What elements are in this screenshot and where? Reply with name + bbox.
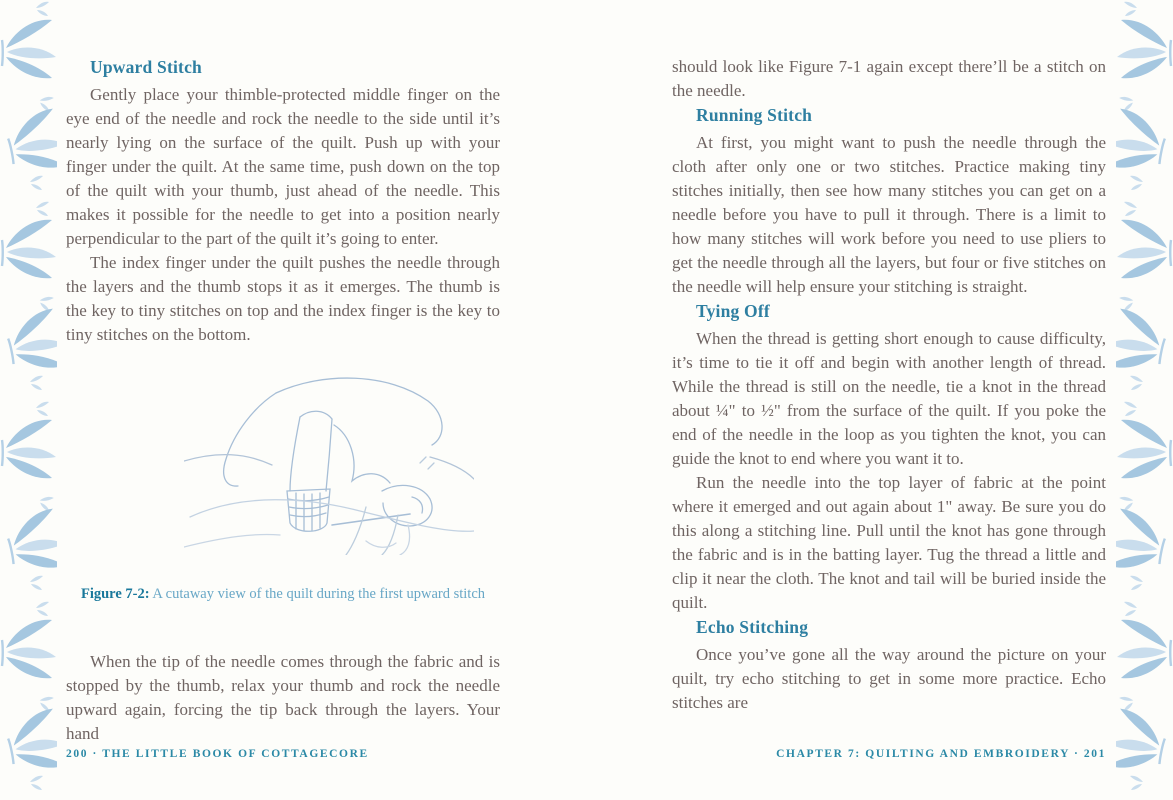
figure-caption-text: A cutaway view of the quilt during the first upward stitch [152,586,486,602]
page-footer-right: CHAPTER 7: QUILTING AND EMBROIDERY · 201 [776,748,1106,760]
section-heading-echo-stitching: Echo Stitching [696,617,809,637]
body-paragraph: Gently place your thimble-protected middle finger on the eye end of the needle and rock the needle to the side until it’s nearly lying on the surface of the quilt. Push up with your finger under the quilt. At the same time, push down on the top of the quilt with your thumb, just ahead of the needle. This makes it possible for the needle to get into a position nearly perpendicular to the part of the quilt it’s going to enter. [66,85,500,248]
section-heading-running-stitch: Running Stitch [696,105,813,125]
body-paragraph: Run the needle into the top layer of fabric at the point where it emerged and out again about 1" away. Be sure you do this along a stitching line. Pull until the knot has gone through the fabric and is in the batting layer. Tug the thread a little and clip it near the cloth. The knot and tail will be buried inside the quilt. [672,473,1106,612]
page-left [66,55,500,746]
fern-border-right-icon [1116,0,1173,800]
figure-7-2 [66,365,500,555]
page-right [672,55,1106,715]
hand-quilting-illustration [184,365,474,555]
figure-caption [66,585,500,604]
body-paragraph: The index finger under the quilt pushes the needle through the layers and the thumb stops it as it emerges. The thumb is the key to tiny stitches on top and the index finger is the key to tiny stitches on the bottom. [66,253,500,344]
body-paragraph: At first, you might want to push the needle through the cloth after only one or two stitches. Practice making tiny stitches initially, then see how many stitches you can get on a needle before you have to pull it through. There is a limit to how many stitches will work before you need to use pliers to get the needle through all the layers, but four or five stitches on the needle will help ensure your stitching is straight. [672,133,1106,296]
fern-border-left-icon [0,0,57,800]
body-paragraph: When the tip of the needle comes through the fabric and is stopped by the thumb, relax your thumb and rock the needle upward again, forcing the tip back through the layers. Your hand [66,652,500,743]
body-paragraph-continued: should look like Figure 7-1 again except there’ll be a stitch on the needle. [672,57,1106,100]
body-paragraph: Once you’ve gone all the way around the picture on your quilt, try echo stitching to get in some more practice. Echo stitches are [672,645,1106,712]
body-paragraph: When the thread is getting short enough to cause difficulty, it’s time to tie it off and begin with another length of thread. While the thread is still on the needle, tie a knot in the thread about ¼" to ½" from the surface of the quilt. If you poke the end of the needle in the loop as you tighten the knot, you can guide the knot to end where you want it to. [672,329,1106,468]
section-heading-upward-stitch: Upward Stitch [90,57,202,77]
figure-caption-label: Figure 7-2: [80,586,150,602]
section-heading-tying-off: Tying Off [696,301,770,321]
page-footer-left: 200 · THE LITTLE BOOK OF COTTAGECORE [66,748,369,760]
